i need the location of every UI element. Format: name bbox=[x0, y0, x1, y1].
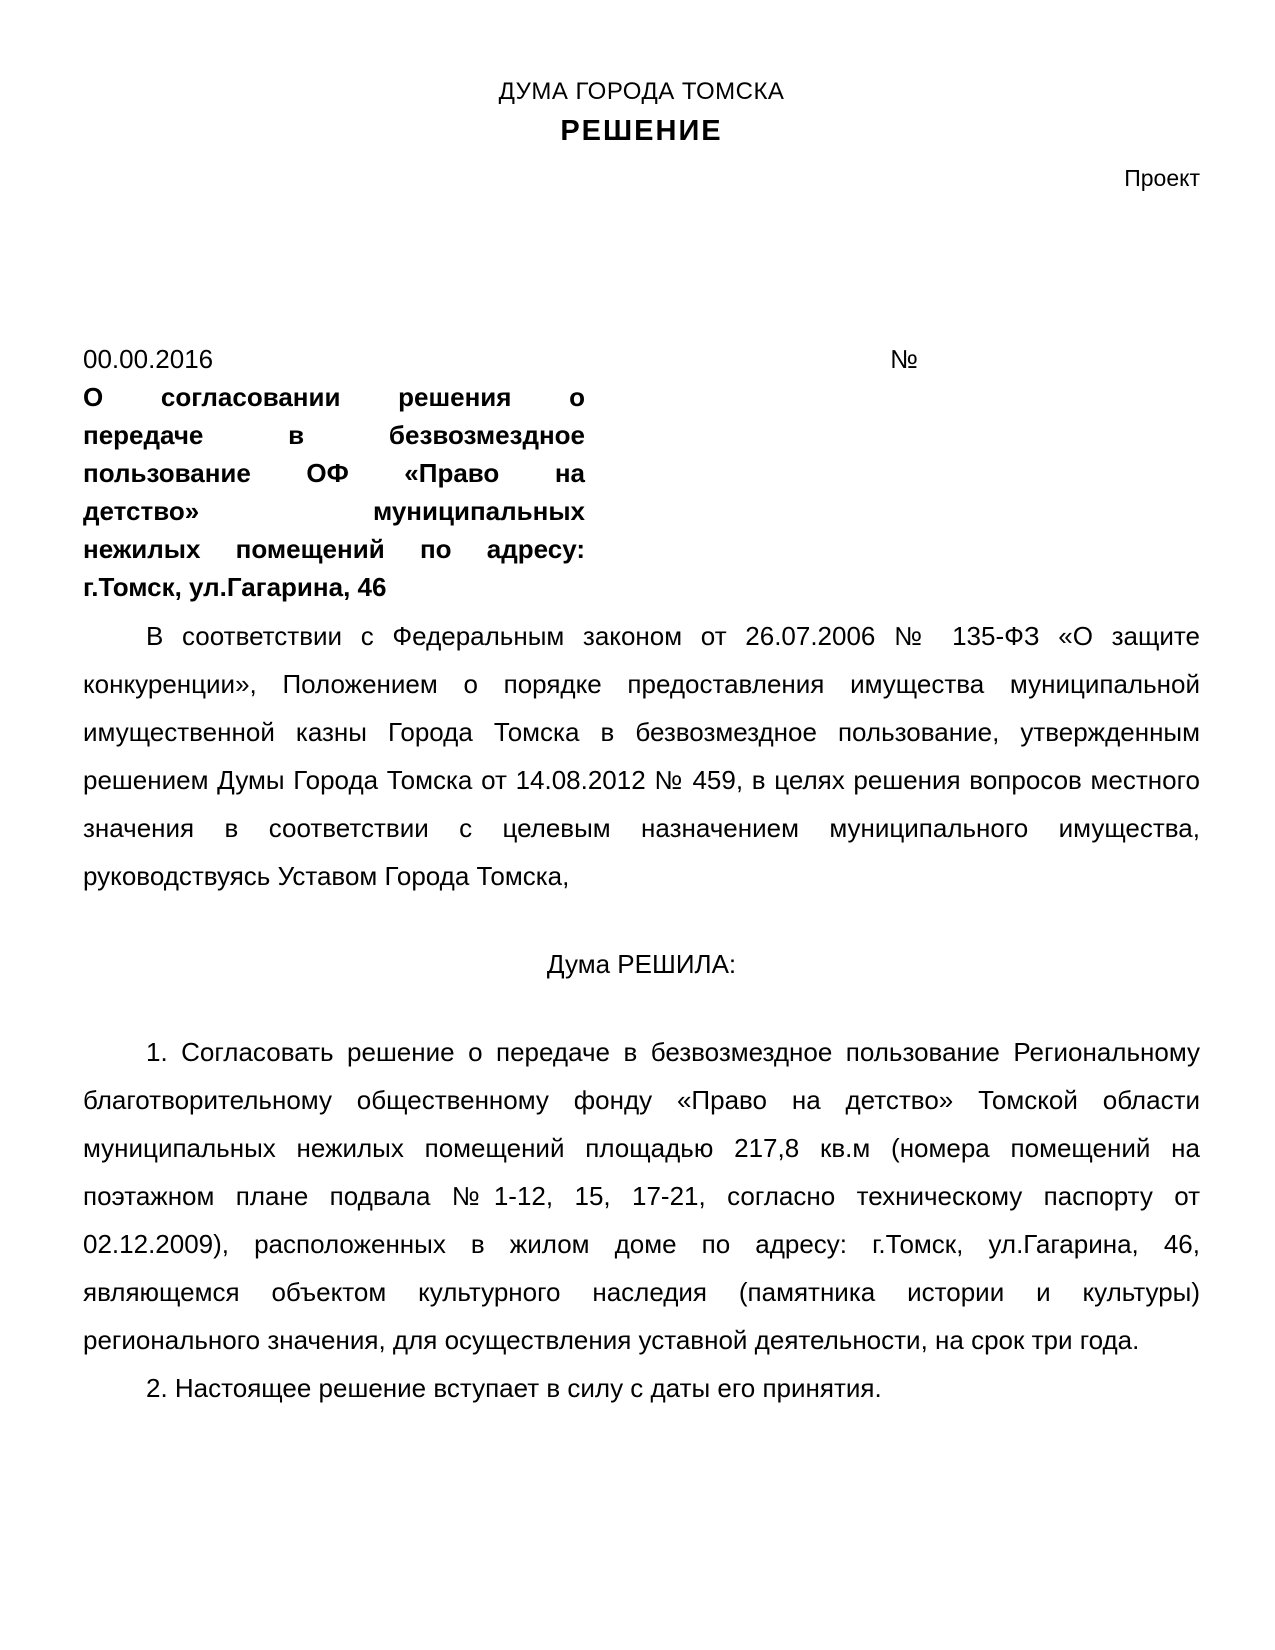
document-date: 00.00.2016 bbox=[83, 344, 214, 374]
document-number-sign: № bbox=[890, 344, 918, 374]
resolution-item-2: 2. Настоящее решение вступает в силу с даты его принятия. bbox=[146, 1373, 882, 1403]
subject-line: О согласовании решения о bbox=[83, 382, 585, 412]
resolution-item-1: 1. Согласовать решение о передаче в безвозмездное пользование Региональному благотворительному общественному фонду «Право на детство» Томской области муниципальных нежилых помещений площадью 217,8 кв.м (номера помещений на поэтажном плане подвала №1-12, 15, 17-21, согласно техническому паспорту от 02.12.2009), расположенных в жилом доме по адресу: г.Томск, ул.Гагарина, 46, являющемся объектом культурного наследия (памятника истории и культуры) регионального значения, для осуществления уставной деятельности, на срок три года. bbox=[83, 1037, 1200, 1355]
draft-label: Проект bbox=[1124, 165, 1200, 191]
organization-name: ДУМА ГОРОДА ТОМСКА bbox=[498, 78, 785, 105]
subject-line: детство» муниципальных bbox=[83, 496, 585, 526]
date-number-row bbox=[83, 340, 1200, 378]
resolution-heading: Дума РЕШИЛА: bbox=[546, 949, 737, 979]
subject-block bbox=[83, 378, 585, 606]
subject-line: передаче в безвозмездное bbox=[83, 420, 585, 450]
subject-line: пользование ОФ «Право на bbox=[83, 458, 585, 488]
document-type-title: РЕШЕНИЕ bbox=[560, 115, 723, 147]
subject-line: нежилых помещений по адресу: bbox=[83, 534, 585, 564]
preamble-paragraph: В соответствии с Федеральным законом от 26.07.2006 № 135-ФЗ «О защите конкуренции», Положением о порядке предоставления имущества муниципальной имущественной казны Города Томска в безвозмездное пользование, утвержденным решением Думы Города Томска от 14.08.2012 № 459, в целях решения вопросов местного значения в соответствии с целевым назначением муниципального имущества, руководствуясь Уставом Города Томска, bbox=[83, 621, 1200, 891]
subject-line: г.Томск, ул.Гагарина, 46 bbox=[83, 572, 387, 602]
